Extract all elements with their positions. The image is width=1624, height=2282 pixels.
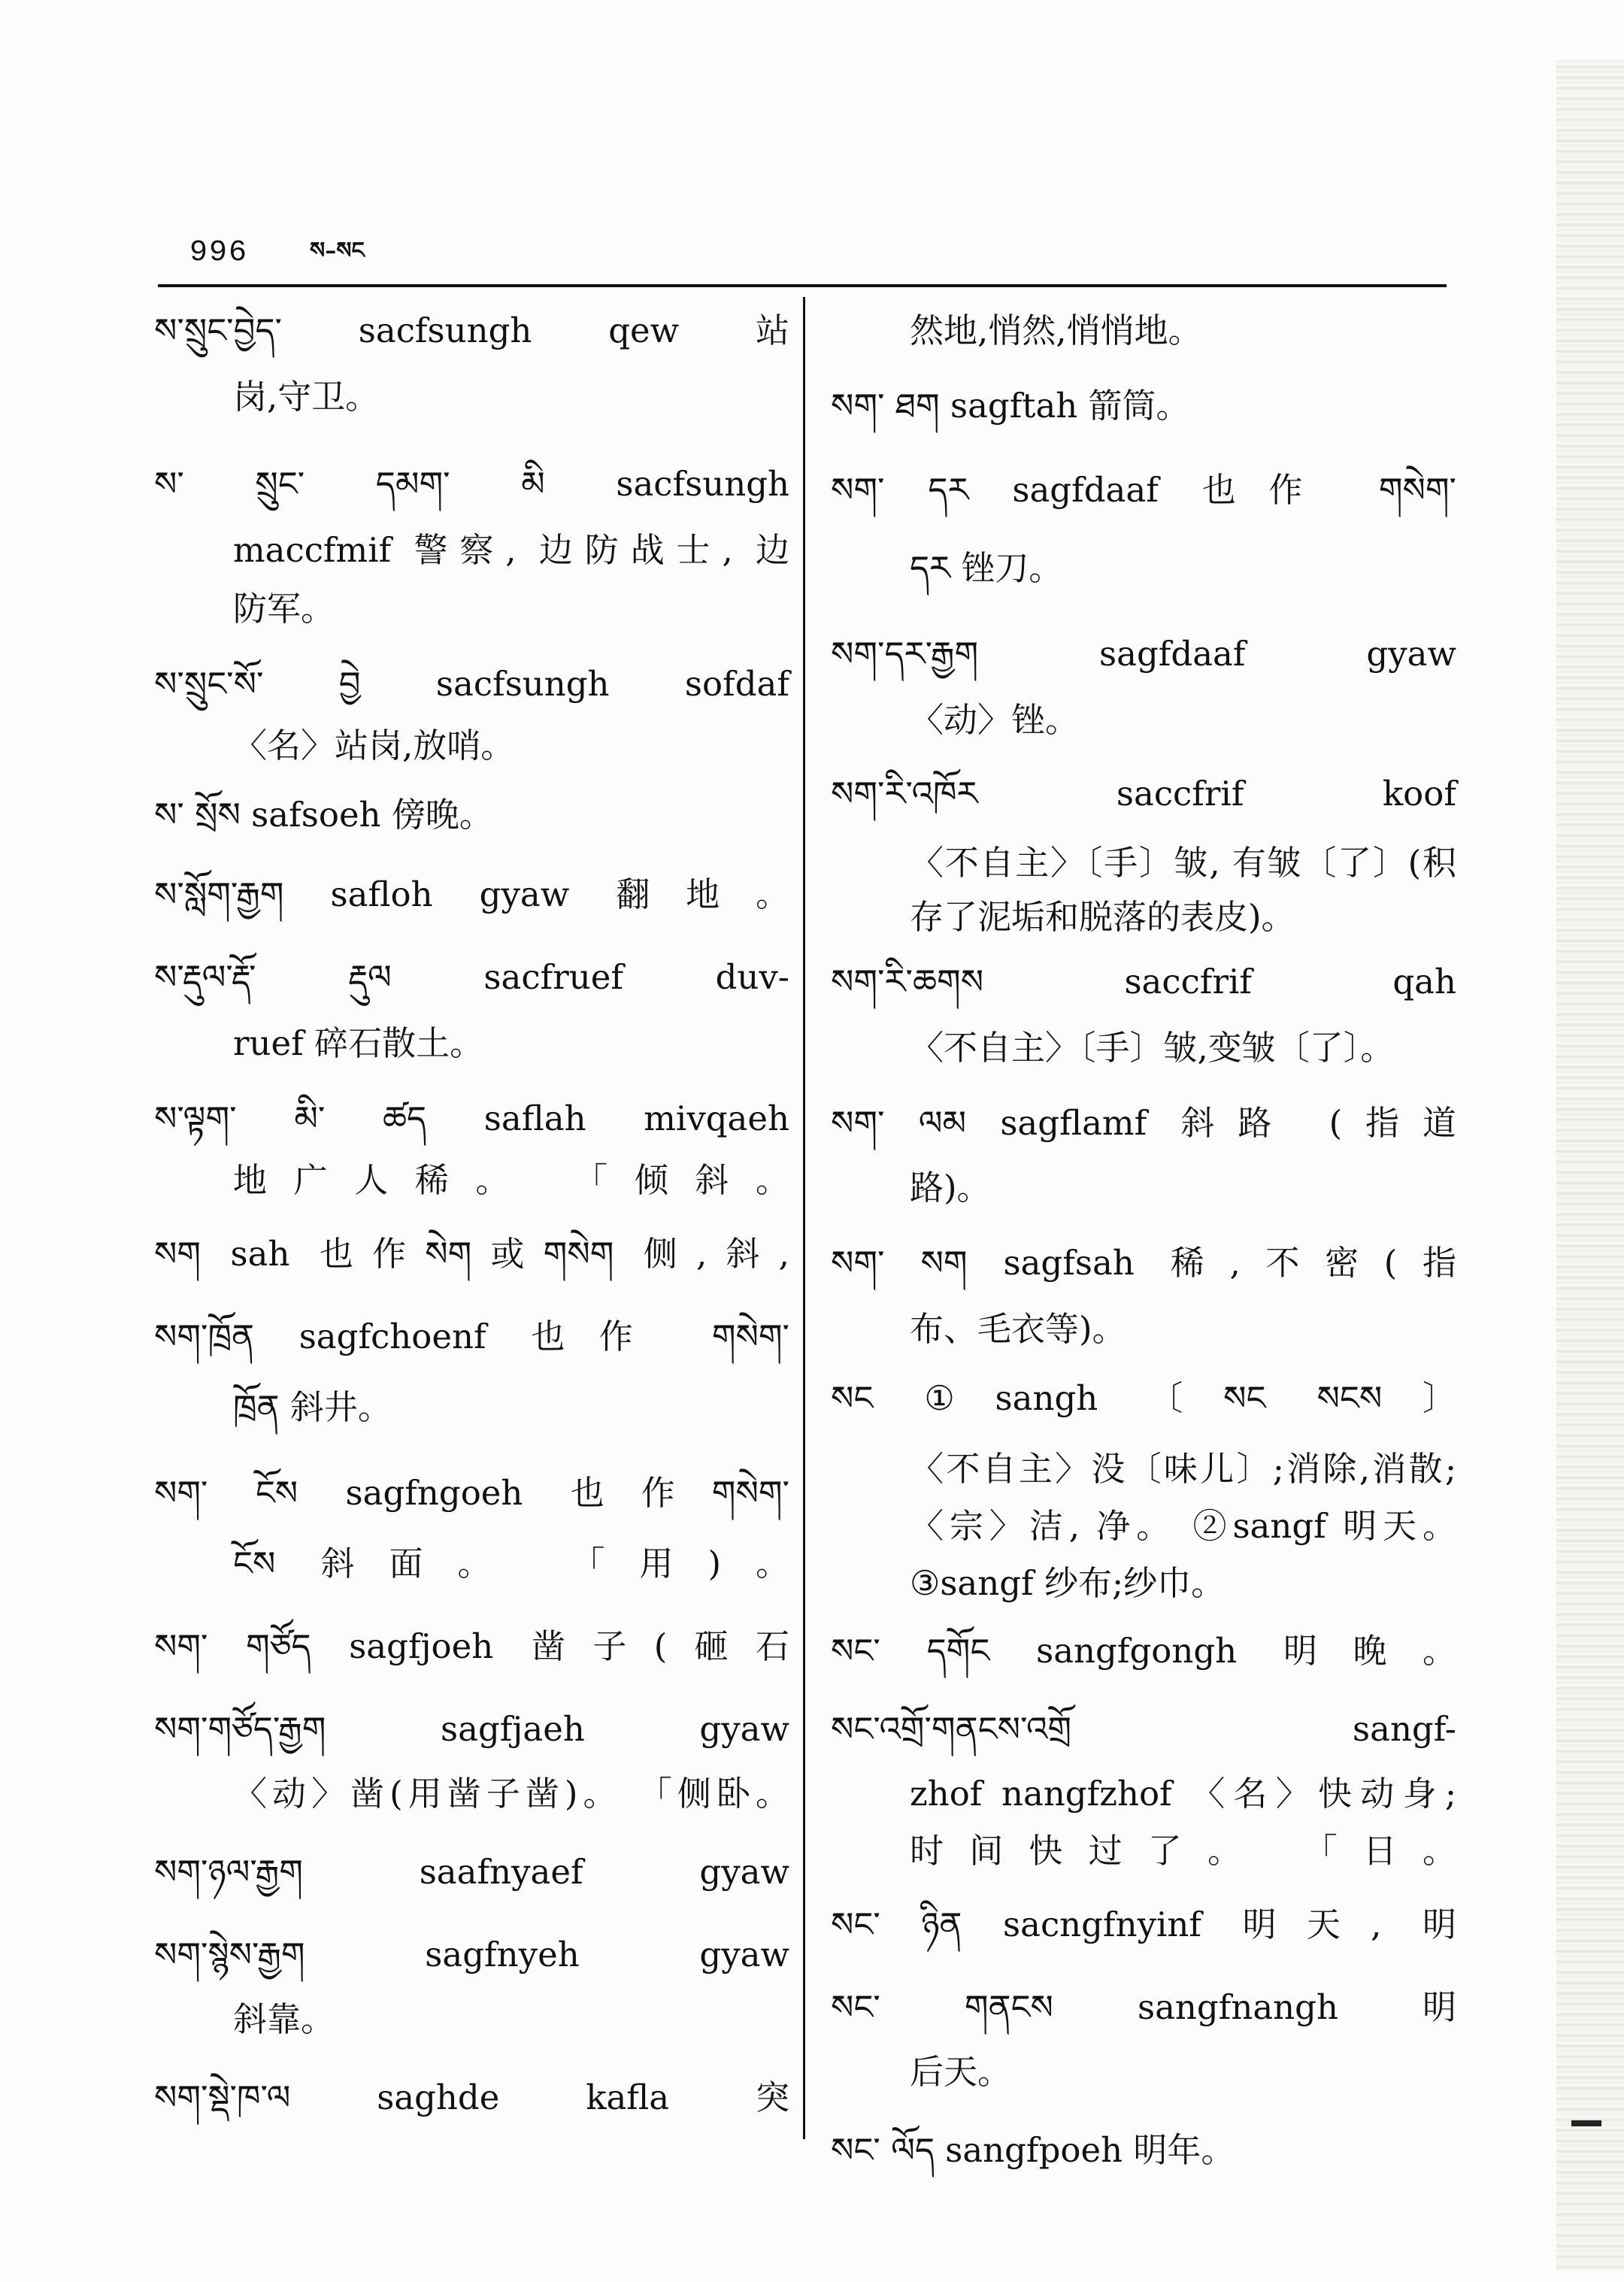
- entry-line: སག་རི་འཁོར saccfrif koof: [831, 774, 1456, 814]
- entry-line: སག་ཉལ་རྒྱག saafnyaef gyaw: [154, 1852, 789, 1892]
- entry-line: zhof nangfzhof 〈名〉快动身;: [910, 1774, 1456, 1814]
- page-edge-mark: [1571, 2120, 1601, 2126]
- entry-line: སང་ ལོད sangfpoeh 明年。: [831, 2130, 1235, 2170]
- entry-line: 〈动〉凿(用凿子凿)。 「侧卧。: [233, 1774, 789, 1814]
- page-edge-shadow: [1556, 60, 1624, 2271]
- entry-line: སག་རི་ཆགས saccfrif qah: [831, 962, 1456, 1002]
- entry-line: སག་སྙེས་རྒྱག sagfnyeh gyaw: [154, 1935, 789, 1974]
- entry-line: སག་ ངོས sagfngoeh 也作གསེག་: [154, 1473, 789, 1513]
- entry-line: 路)。: [910, 1168, 991, 1208]
- entry-line: 地广人稀。 「倾斜。: [233, 1160, 789, 1200]
- entry-line: 岗,守卫。: [233, 377, 380, 417]
- page-number: 996: [189, 236, 249, 270]
- entry-line: སག་ གཙོད sagfjoeh 凿子(砸石: [154, 1626, 789, 1666]
- entry-line: 存了泥垢和脱落的表皮)。: [910, 897, 1295, 937]
- entry-line: 〈不自主〉〔手〕皱,变皱〔了〕。: [910, 1028, 1395, 1068]
- entry-line: 时间快过了。 「日。: [910, 1831, 1456, 1871]
- entry-line: སང་འགྲོ་གནངས་འགྲོ sangf-: [831, 1709, 1456, 1749]
- entry-line: 〈不自主〉〔手〕皱, 有皱〔了〕(积: [910, 843, 1456, 883]
- entry-line: སག་དར་རྒྱག sagfdaaf gyaw: [831, 634, 1456, 674]
- entry-line: སང་ གནངས sangfnangh 明: [831, 1987, 1456, 2027]
- entry-line: སག་ ཐག sagftah 箭筒。: [831, 386, 1190, 426]
- entry-line: སག་ སག sagfsah 稀,不密(指: [831, 1243, 1456, 1283]
- entry-line: 布、毛衣等)。: [910, 1309, 1126, 1349]
- entry-line: ངོས 斜面。 「用)。: [233, 1544, 789, 1583]
- entry-line: སག་གཙོད་རྒྱག sagfjaeh gyaw: [154, 1709, 789, 1749]
- entry-line: ས་ སྲོས safsoeh 傍晚。: [154, 795, 493, 835]
- entry-line: ཁྲོན 斜井。: [233, 1387, 392, 1427]
- entry-line: སག་ཁྲོན sagfchoenf 也作 གསེག་: [154, 1317, 789, 1356]
- entry-line: སག་ དར sagfdaaf 也作 གསེག་: [831, 470, 1456, 510]
- entry-line: སག་སྡེ་ཁ་ལ saghde kafla 突: [154, 2077, 789, 2117]
- entry-line: ས་སྲུང་སོ་ བྱེ sacfsungh sofdaf: [154, 664, 789, 704]
- entry-line: maccfmif 警察, 边防战士, 边: [233, 530, 789, 570]
- entry-line: དར 锉刀。: [910, 548, 1063, 588]
- entry-line: ③sangf 纱布;纱巾。: [910, 1563, 1226, 1603]
- entry-line: ས་སྲུང་བྱེད་ sacfsungh qew 站: [154, 311, 789, 350]
- entry-line: 然地,悄然,悄悄地。: [910, 311, 1202, 350]
- entry-line: 防军。: [233, 589, 335, 629]
- entry-line: སང་ ཉིན sacngfnyinf 明天, 明: [831, 1905, 1456, 1944]
- entry-line: སང ①sangh 〔སང སངས〕: [831, 1378, 1456, 1418]
- entry-line: སང་ དགོང sangfgongh 明晚。: [831, 1631, 1456, 1671]
- column-divider: [803, 297, 805, 2139]
- entry-line: ruef 碎石散土。: [233, 1023, 484, 1063]
- header-rule: [158, 284, 1447, 287]
- entry-line: 〈动〉锉。: [910, 700, 1080, 740]
- entry-line: 〈不自主〉没〔味儿〕;消除,消散;: [910, 1449, 1456, 1489]
- entry-line: ས་ལྟག་ མི་ ཚད saflah mivqaeh: [154, 1099, 789, 1138]
- entry-line: 斜靠。: [233, 1999, 335, 2039]
- entry-line: 〈名〉站岗,放哨。: [233, 726, 515, 765]
- entry-line: སག་ ལམ sagflamf 斜路 (指道: [831, 1103, 1456, 1143]
- entry-line: 〈宗〉洁, 净。 ②sangf 明天。: [910, 1506, 1456, 1546]
- entry-line: ས་ སྲུང་ དམག་ མི sacfsungh: [154, 464, 789, 504]
- entry-line: ས་སློག་རྒྱག safloh gyaw 翻地。: [154, 874, 789, 914]
- entry-line: ས་རྡུལ་རྡོ་ རྡུལ sacfruef duv-: [154, 957, 789, 997]
- running-head: ས–སང: [310, 238, 365, 264]
- entry-line: སག sah 也作སེག或གསེག 侧,斜,: [154, 1234, 789, 1274]
- entry-line: 后天。: [910, 2052, 1012, 2092]
